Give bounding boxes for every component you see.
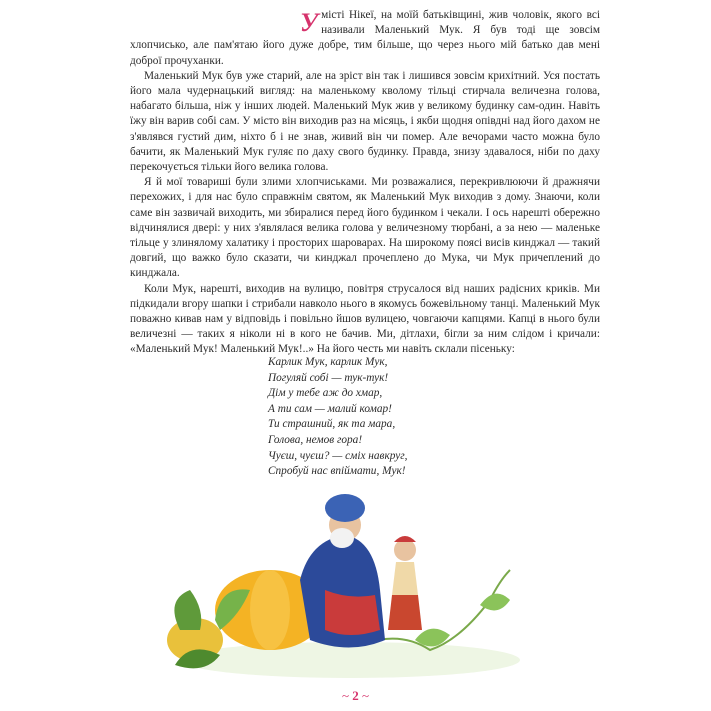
poem-line: Ти страшний, як та мара, xyxy=(268,418,396,431)
illustration-little-muk xyxy=(160,480,540,680)
story-text xyxy=(130,8,600,358)
paragraph-4: Коли Мук, нарешті, виходив на вулицю, повітря струсалося від наших радісних криків. Ми підкидали вгору шапки і стрибали навколо нього в якомусь божевільному танці. Маленький Мук поважно кивав нам у відповідь і повільно йшов вулицею, човгаючи капцями. Капці в нього були величезні — таких я ніколи ні в кого не бачив. Ми, дітлахи, бігли за ним слідом і кричали: «Маленький Мук! Маленький Мук!..» На його честь ми навіть склали пісеньку: xyxy=(130,282,600,356)
poem-line: Чуєш, чуєш? — сміх навкруг, xyxy=(268,449,408,462)
paragraph-2: Маленький Мук був уже старий, але на зріст він так і лишився зовсім крихітний. Уся постать його мала чудернацький вигляд: на маленькому кволому тільці стирчала величезна голова, набагато більша, ніж у інших людей. Маленький Мук жив у великому будинку сам-один. Навіть їжу він варив собі сам. У місто він виходив раз на місяць, і якби щодня опівдні над його дахом не з'являвся густий дим, ніхто б і не знав, живий він чи помер. Але вечорами часто можна було бачити, як Маленький Мук гуляє по даху свого будинку. Правда, знизу здавалося, ніби по даху перекочується тільки його велика голова. xyxy=(130,69,600,174)
ornament-right: ~ xyxy=(362,688,370,703)
poem xyxy=(268,355,488,480)
poem-line: А ти сам — малий комар! xyxy=(268,402,392,415)
drop-cap: У xyxy=(300,8,319,37)
paragraph-1-text: місті Нікеї, на моїй батьківщині, жив чоловік, якого всі називали Маленький Мук. Я був тоді ще зовсім хлопчисько, але пам'ятаю його дуже добре, тим більше, що через нього мій батько дав мені доброї прочуханки. xyxy=(130,9,600,67)
poem-line: Карлик Мук, карлик Мук, xyxy=(268,356,388,368)
page-number xyxy=(0,688,711,704)
ornament-left: ~ xyxy=(341,688,349,703)
poem-line: Спробуй нас впіймати, Мук! xyxy=(268,465,406,478)
poem-line: Погуляй собі — тук-тук! xyxy=(268,371,389,384)
poem-line: Голова, немов гора! xyxy=(268,433,363,446)
poem-line: Дім у тебе аж до хмар, xyxy=(268,387,383,400)
page-number-value: 2 xyxy=(352,688,359,703)
paragraph-1 xyxy=(130,8,600,69)
paragraph-3: Я й мої товариші були злими хлопчиськами. Ми розважалися, перекривлюючи й дражнячи перехожих, і для нас було справжнім святом, як Маленький Мук виходив з дому. Знаючи, коли саме він зазвичай виходить, ми збиралися перед його будинком і чекали. І ось нарешті обережно відчинялися двері: у них з'являлася велика голова у величезному тюрбані, а за нею — маленьке тільце у злинялому халатику і просторих шароварах. На широкому поясі висів кинджал — такий довгий, що важко було сказати, чи кинджал прочеплено до Мука, чи Мук причеплений до кинджала. xyxy=(130,176,600,280)
